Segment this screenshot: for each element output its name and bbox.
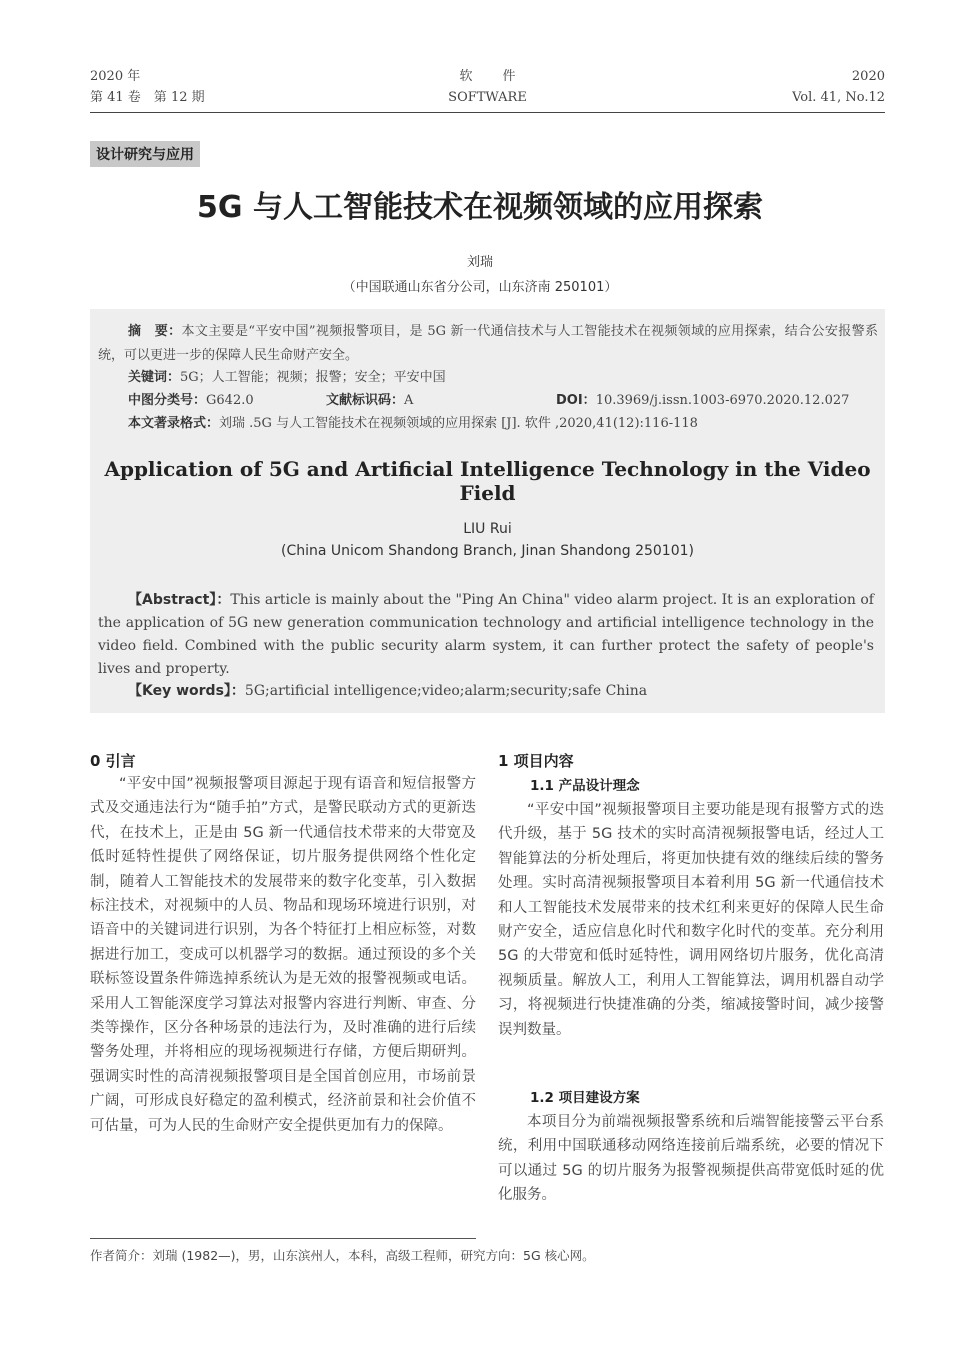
header-volume-issue-cn: 第 41 卷 第 12 期: [90, 90, 205, 105]
doc-code-label: 文献标识码：: [326, 393, 405, 408]
keywords-en-text: 5G;artificial intelligence;video;alarm;security;safe China: [244, 683, 648, 699]
abstract-box: [90, 309, 885, 713]
citation-label: 本文著录格式：: [128, 416, 220, 431]
author-footnote: 作者简介：刘瑞 (1982—)，男，山东滨州人，本科，高级工程师，研究方向：5G 核心网。: [90, 1248, 595, 1263]
page-header: [90, 66, 885, 113]
clc-number: [128, 388, 254, 412]
header-center: [90, 66, 885, 108]
abstract-en: [98, 589, 874, 681]
header-right: [792, 66, 885, 108]
author-en: LIU Rui: [463, 521, 512, 537]
citation-text: 刘瑞 .5G 与人工智能技术在视频领域的应用探索 [J]. 软件 ,2020,41(12):116-118: [219, 416, 698, 431]
doi-value: 10.3969/j.issn.1003-6970.2020.12.027: [595, 393, 850, 408]
journal-name-en: SOFTWARE: [448, 90, 527, 105]
footnote-divider: [90, 1238, 476, 1239]
abstract-cn-text: 本文主要是“平安中国”视频报警项目，是 5G 新一代通信技术与人工智能技术在视频领域的应用探索，结合公安报警系统，可以更进一步的保障人民生命财产安全。: [98, 324, 878, 363]
section-tag: 设计研究与应用: [90, 141, 200, 167]
header-year: 2020: [851, 69, 885, 84]
citation: [128, 411, 698, 435]
keywords-cn-label: 关键词：: [128, 370, 181, 385]
paper-title-en: Application of 5G and Artificial Intelligence Technology in the Video Field: [104, 457, 871, 505]
section-1-2-heading: 1.2 项目建设方案: [530, 1090, 640, 1106]
section-0-heading: 0 引言: [90, 752, 136, 770]
author-cn: 刘瑞: [466, 255, 493, 270]
journal-name-cn: 软件: [459, 69, 546, 84]
header-volume-issue-en: Vol. 41, No.12: [792, 90, 885, 105]
document-code: [326, 388, 413, 412]
section-1-2-body: 本项目分为前端视频报警系统和后端智能接警云平台系统，利用中国联通移动网络连接前后端系统，必要的情况下可以通过 5G 的切片服务为报警视频提供高带宽低时延的优化服务。: [498, 1114, 884, 1204]
abstract-en-text: This article is mainly about the "Ping An China" video alarm project. It is an exploration of the application of 5G new generation communication technology and artificial intelligence technology in the video field. Combined with the public security alarm system, it can further protect the safety of people's lives and property.: [98, 592, 874, 677]
header-year-cn: 2020 年: [90, 69, 141, 84]
abstract-en-label: 【Abstract】：: [128, 592, 231, 608]
keywords-en: [128, 680, 647, 703]
doi-label: DOI：: [556, 393, 596, 408]
clc-value: G642.0: [206, 393, 254, 408]
doc-code-value: A: [404, 393, 414, 408]
section-1-1-body: “平安中国”视频报警项目主要功能是现有报警方式的迭代升级，基于 5G 技术的实时高清视频报警电话，经过人工智能算法的分析处理后，将更加快捷有效的继续后续的警务处理。实时高清视频报警项目本着利用 5G 新一代通信技术和人工智能技术发展带来的技术红利来更好的保障人民生命财产安全，适应信息化时代和数字化时代的变革。充分利用 5G 的大带宽和低时延特性，调用网络切片服务，优化高清视频质量。解放人工，利用人工智能算法，调用机器自动学习，将视频进行快捷准确的分类，缩减接警时间，减少接警误判数量。: [498, 802, 884, 1038]
clc-label: 中图分类号：: [128, 393, 207, 408]
section-1-1-heading: 1.1 产品设计理念: [530, 778, 640, 794]
section-0-body: “平安中国”视频报警项目源起于现有语音和短信报警方式及交通违法行为“随手拍”方式，是警民联动方式的更新迭代，在技术上，正是由 5G 新一代通信技术带来的大带宽及低时延特性提供了网络保证，切片服务提供网络个性化定制，随着人工智能技术的发展带来的数字化变革，引入数据标注技术，对视频中的人员、物品和现场环境进行识别，对语音中的关键词进行识别，为各个特征打上相应标签，对数据进行加工，变成可以机器学习的数据。通过预设的多个关联标签设置条件筛选掉系统认为是无效的报警视频或电话。采用人工智能深度学习算法对报警内容进行判断、审查、分类等操作，区分各种场景的违法行为，及时准确的进行后续警务处理，并将相应的现场视频进行存储，方便后期研判。强调实时性的高清视频报警项目是全国首创应用，市场前景广阔，可形成良好稳定的盈利模式，经济前景和社会价值不可估量，可为人民的生命财产安全提供更加有力的保障。: [90, 776, 476, 1134]
keywords-cn: [128, 365, 446, 389]
section-1-heading: 1 项目内容: [498, 752, 574, 770]
keywords-en-label: 【Key words】：: [128, 683, 245, 699]
affiliation-cn: （中国联通山东省分公司，山东济南 250101）: [342, 280, 618, 295]
abstract-cn-label: 摘 要：: [128, 324, 182, 339]
doi: [556, 388, 849, 412]
affiliation-en: (China Unicom Shandong Branch, Jinan Shandong 250101): [281, 543, 694, 559]
paper-title-cn: 5G 与人工智能技术在视频领域的应用探索: [197, 190, 763, 225]
keywords-cn-text: 5G；人工智能；视频；报警；安全；平安中国: [180, 370, 446, 385]
abstract-cn: [98, 319, 878, 367]
